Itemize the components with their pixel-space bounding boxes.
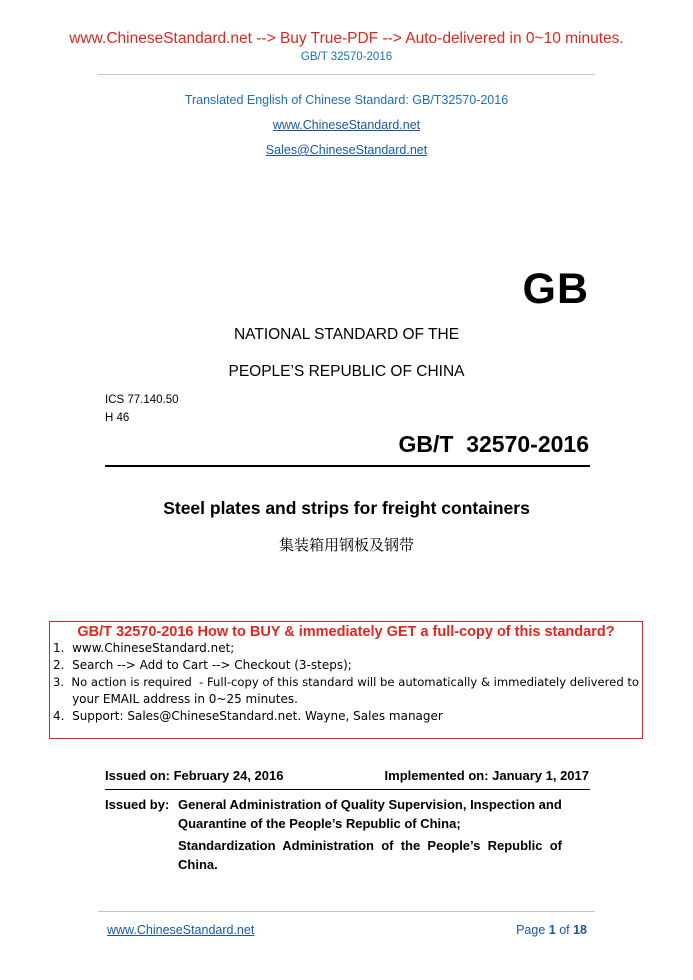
issued-on: Issued on: February 24, 2016	[105, 768, 284, 783]
footer-website-link[interactable]: www.ChineseStandard.net	[107, 923, 255, 937]
chinese-title: 集装箱用钢板及钢带	[278, 536, 414, 554]
translated-note: Translated English of Chinese Standard: GB/T32570-2016	[184, 93, 509, 107]
website-link[interactable]: www.ChineseStandard.net	[272, 118, 421, 132]
issuer1-line1: General Administration of Quality Supervision, Inspection and	[178, 797, 562, 812]
footer-divider	[98, 911, 595, 912]
page-total: 18	[573, 923, 587, 937]
buy-info-box	[49, 621, 643, 739]
issuer2-line1: Standardization Administration of the People’s Republic of	[178, 838, 563, 853]
issuance-rule	[105, 789, 590, 790]
standard-number-rule	[105, 465, 590, 467]
gb-mark: GB	[522, 265, 589, 313]
buy-step-3: 3. No action is required - Full-copy of this standard will be automatically & immediately delivered to	[53, 675, 639, 689]
page-indicator	[516, 923, 587, 937]
email-link[interactable]: Sales@ChineseStandard.net	[265, 143, 428, 157]
buy-step-3-cont: your EMAIL address in 0~25 minutes.	[53, 692, 298, 706]
issuer2-line2: China.	[178, 857, 218, 872]
header-divider	[98, 74, 595, 75]
issued-by-label: Issued by:	[105, 797, 170, 812]
page-of: of	[555, 923, 574, 937]
buy-step-4: 4. Support: Sales@ChineseStandard.net. Wayne, Sales manager	[53, 709, 443, 723]
ccs-code: H 46	[105, 412, 130, 424]
issuer1-line2: Quarantine of the People’s Republic of China;	[178, 816, 461, 831]
english-title: Steel plates and strips for freight containers	[163, 498, 530, 518]
implemented-on: Implemented on: January 1, 2017	[384, 768, 589, 783]
header-code: GB/T 32570-2016	[300, 51, 393, 63]
buy-box-title: GB/T 32570-2016 How to BUY & immediately GET a full-copy of this standard?	[77, 624, 615, 640]
ics-code: ICS 77.140.50	[105, 394, 179, 406]
page-prefix: Page	[516, 923, 549, 937]
buy-step-1: 1. www.ChineseStandard.net;	[53, 641, 235, 655]
standard-number: GB/T 32570-2016	[398, 431, 589, 457]
buy-step-2: 2. Search --> Add to Cart --> Checkout (3-steps);	[53, 658, 352, 672]
header-banner: www.ChineseStandard.net --> Buy True-PDF --> Auto-delivered in 0~10 minutes.	[69, 30, 624, 47]
national-title-line1: NATIONAL STANDARD OF THE	[233, 326, 460, 343]
page-current: 1	[548, 923, 556, 937]
national-title-line2: PEOPLE’S REPUBLIC OF CHINA	[228, 363, 465, 380]
